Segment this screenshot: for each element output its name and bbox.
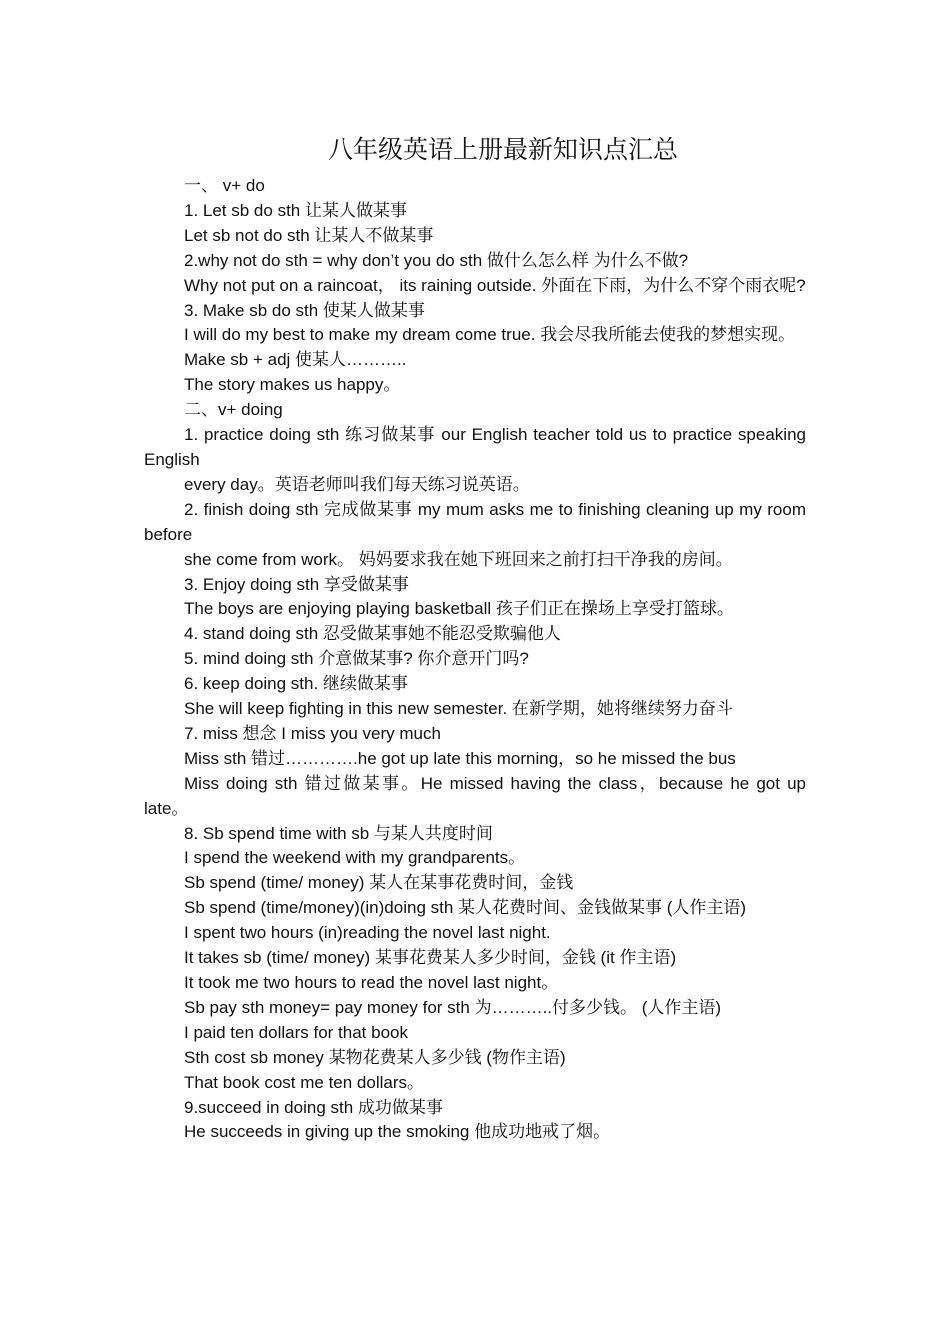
paragraph: That book cost me ten dollars。 — [184, 1072, 425, 1092]
paragraph: She will keep fighting in this new semester. 在新学期，她将继续努力奋斗 — [184, 699, 733, 719]
paragraph: 2.why not do sth = why don’t you do sth 做什么怎么样 为什么不做? — [184, 250, 689, 270]
paragraph: 5. mind doing sth 介意做某事? 你介意开门吗? — [184, 649, 529, 669]
paragraph: Make sb + adj 使某人……….. — [184, 350, 407, 370]
paragraph: Why not put on a raincoat， its raining outside. 外面在下雨，为什么不穿个雨衣呢? — [184, 275, 806, 295]
paragraph: 6. keep doing sth. 继续做某事 — [184, 674, 408, 694]
paragraph: I spend the weekend with my grandparents。 — [184, 848, 526, 868]
paragraph: Sb pay sth money= pay money for sth 为………..付多少钱。 (人作主语) — [184, 997, 722, 1017]
paragraph: Sb spend (time/ money) 某人在某事花费时间，金钱 — [184, 873, 574, 893]
document-title: 八年级英语上册最新知识点汇总 — [327, 135, 678, 164]
paragraph: 3. Enjoy doing sth 享受做某事 — [184, 574, 409, 594]
paragraph: The story makes us happy。 — [184, 375, 401, 395]
paragraph: I spent two hours (in)reading the novel last night. — [184, 923, 551, 943]
paragraph: I paid ten dollars for that book — [184, 1022, 408, 1042]
paragraph: Miss sth 错过………….he got up late this morning，so he missed the bus — [184, 748, 736, 768]
paragraph: I will do my best to make my dream come true. 我会尽我所能去使我的梦想实现。 — [184, 325, 796, 345]
paragraph: she come from work。 妈妈要求我在她下班回来之前打扫干净我的房间。 — [184, 549, 733, 569]
paragraph: 一、 v+ do — [184, 176, 265, 195]
paragraph: Sth cost sb money 某物花费某人多少钱 (物作主语) — [184, 1047, 566, 1067]
document-body — [144, 174, 806, 1145]
paragraph: He succeeds in giving up the smoking 他成功地戒了烟。 — [184, 1122, 611, 1142]
paragraph: 2. finish doing sth 完成做某事 my mum asks me to finishing cleaning up my room before — [144, 499, 806, 544]
paragraph: 4. stand doing sth 忍受做某事她不能忍受欺骗他人 — [184, 624, 561, 644]
paragraph: 8. Sb spend time with sb 与某人共度时间 — [184, 823, 493, 843]
paragraph: 1. practice doing sth 练习做某事 our English teacher told us to practice speaking English — [144, 425, 806, 469]
paragraph: It takes sb (time/ money) 某事花费某人多少时间，金钱 (it 作主语) — [184, 948, 677, 968]
paragraph: The boys are enjoying playing basketball 孩子们正在操场上享受打篮球。 — [184, 599, 734, 619]
paragraph: Miss doing sth 错过做某事。He missed having the class，because he got up late。 — [144, 773, 806, 818]
paragraph: 1. Let sb do sth 让某人做某事 — [184, 200, 407, 220]
paragraph: Let sb not do sth 让某人不做某事 — [184, 225, 434, 245]
paragraph: 9.succeed in doing sth 成功做某事 — [184, 1097, 443, 1117]
paragraph: It took me two hours to read the novel last night。 — [184, 973, 559, 992]
paragraph: 二、v+ doing — [184, 400, 283, 420]
paragraph: every day。英语老师叫我们每天练习说英语。 — [184, 474, 530, 494]
paragraph: Sb spend (time/money)(in)doing sth 某人花费时间、金钱做某事 (人作主语) — [184, 898, 747, 918]
paragraph: 3. Make sb do sth 使某人做某事 — [184, 300, 425, 320]
paragraph: 7. miss 想念 I miss you very much — [184, 723, 441, 743]
